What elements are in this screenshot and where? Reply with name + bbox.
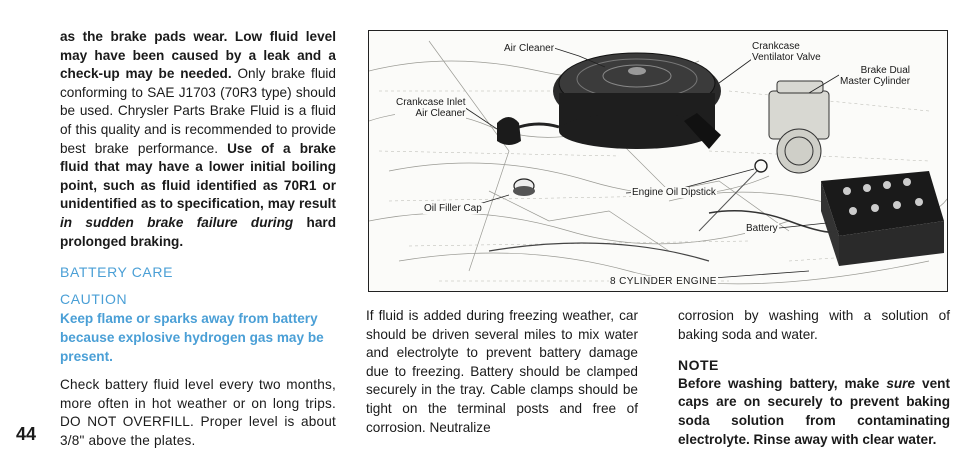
brake-fluid-warning-bold: as the brake pads wear. Low fluid level may have been caused by a leak and a check-up may be needed.	[60, 29, 336, 82]
note-text-bold: Before washing battery, make	[678, 375, 887, 391]
figure-caption: 8 CYLINDER ENGINE	[610, 276, 717, 287]
engine-compartment-figure	[368, 30, 948, 292]
note-heading: NOTE	[678, 357, 719, 374]
label-oil-filler-cap: Oil Filler Cap	[424, 203, 482, 214]
label-crankcase-ventilator: Crankcase Ventilator Valve	[752, 41, 821, 63]
corrosion-paragraph: corrosion by washing with a solution of baking soda and water.	[678, 308, 950, 342]
brake-failure-emphasis: in sudden brake failure during	[60, 214, 294, 230]
caution-heading: CAUTION	[60, 290, 128, 307]
caution-text: Keep flame or sparks away from battery because explosive hydrogen gas may be present.	[60, 311, 324, 364]
brake-fluid-warning-bold-3: hard prolonged braking.	[60, 214, 336, 249]
left-column	[60, 28, 336, 450]
check-fluid-paragraph: Check battery fluid level every two months, more often in hot weather or on long trips. DO NOT OVERFILL. Proper level is about 3/8" above the plates.	[60, 377, 336, 448]
note-text	[678, 375, 950, 449]
note-text-emphasis: sure	[886, 375, 916, 391]
freezing-weather-paragraph: If fluid is added during freezing weather, car should be driven several miles to mix water and electrolyte to prevent battery damage due to freezing. Battery should be clamped securely in the tray. Cable clamps should be tight on the terminal posts and free of corrosion. Neutralize	[366, 308, 638, 435]
label-battery: Battery	[746, 223, 778, 234]
page-number: 44	[16, 424, 37, 444]
battery-care-heading: BATTERY CARE	[60, 264, 174, 281]
middle-column	[366, 307, 638, 437]
brake-fluid-paragraph	[60, 28, 336, 251]
label-brake-master-cylinder: Brake Dual Master Cylinder	[840, 65, 911, 87]
label-crankcase-inlet: Crankcase Inlet Air Cleaner	[396, 97, 466, 119]
note-text-bold-2: vent caps are on securely to prevent baking soda solution from contaminating electrolyte. Rinse away with clear water.	[678, 375, 950, 447]
brake-fluid-warning-bold-2: Use of a brake fluid that may have a lower initial boiling point, such as fluid identified as 70R1 or unidentified as to specification, may result	[60, 140, 336, 212]
brake-fluid-spec-text: Only brake fluid conforming to SAE J1703 (70R3 type) should be used. Chrysler Parts Brake Fluid is a fluid of this quality and is recommended to provide best brake performance.	[60, 66, 336, 156]
label-air-cleaner: Air Cleaner	[504, 43, 555, 54]
label-engine-oil-dipstick: Engine Oil Dipstick	[632, 187, 716, 198]
right-column	[678, 307, 950, 449]
